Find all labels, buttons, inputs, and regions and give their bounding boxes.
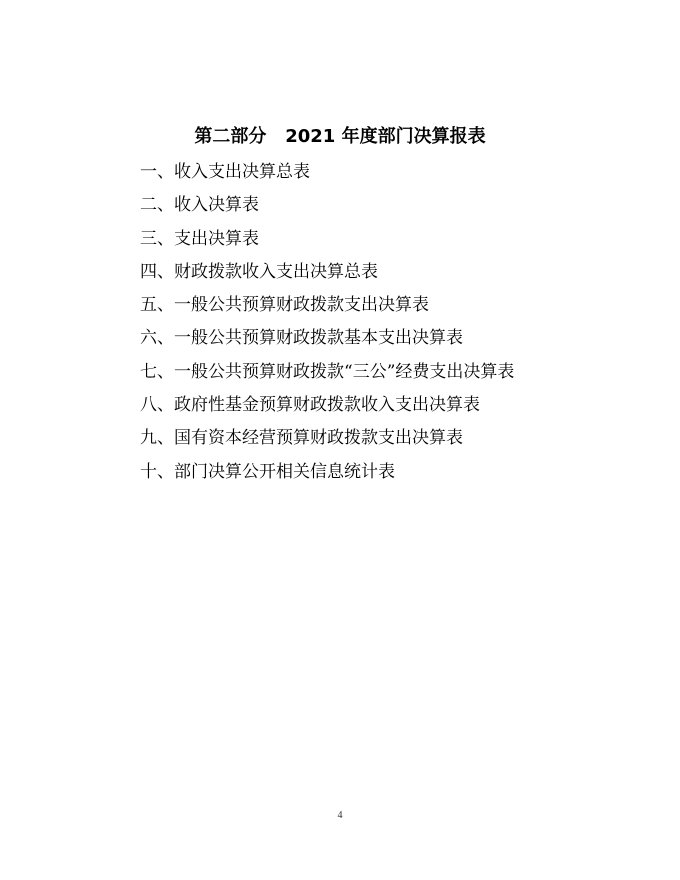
page-number: 4 (337, 810, 343, 821)
list-item: 九、国有资本经营预算财政拨款支出决算表 (140, 428, 463, 449)
list-item: 二、收入决算表 (140, 195, 259, 216)
list-item: 一、收入支出决算总表 (140, 162, 310, 182)
list-item: 七、一般公共预算财政拨款“三公”经费支出决算表 (140, 361, 515, 382)
list-item: 八、政府性基金预算财政拨款收入支出决算表 (140, 395, 480, 416)
page-title: 第二部分 2021 年度部门决算报表 (194, 126, 486, 147)
list-item: 六、一般公共预算财政拨款基本支出决算表 (140, 328, 463, 349)
list-item: 三、支出决算表 (140, 228, 259, 249)
list-item: 十、部门决算公开相关信息统计表 (140, 461, 395, 482)
list-item: 五、一般公共预算财政拨款支出决算表 (140, 295, 429, 316)
report-list (140, 157, 514, 490)
list-item: 四、财政拨款收入支出决算总表 (140, 261, 378, 282)
